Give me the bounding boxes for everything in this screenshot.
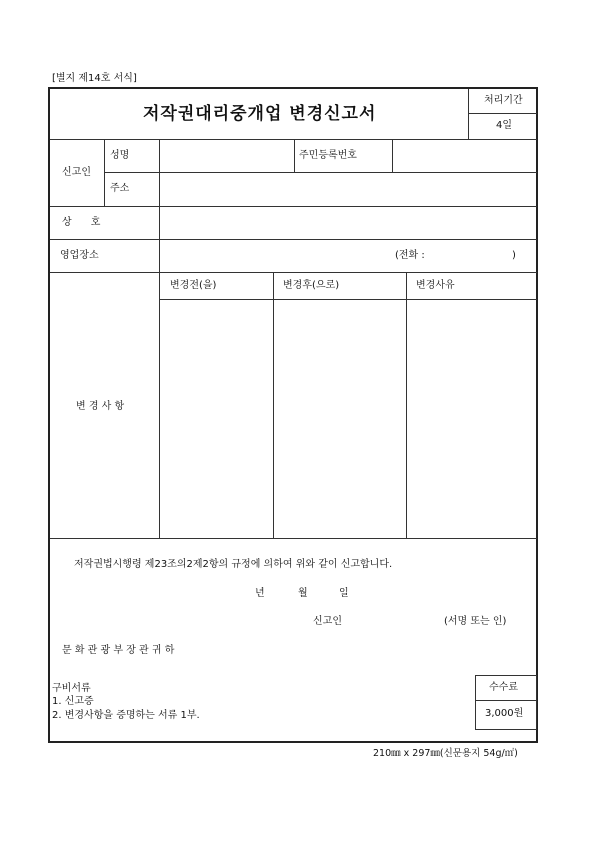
divider [273, 273, 274, 539]
rrn-field[interactable] [394, 142, 535, 170]
trade-name-field[interactable] [161, 209, 535, 237]
form-label: [별지 제14호 서식] [52, 73, 137, 84]
date-day-label: 일 [339, 588, 349, 599]
divider [104, 172, 537, 173]
phone-label: (전화 : [395, 250, 425, 261]
divider [50, 272, 537, 273]
paper-spec: 210㎜ x 297㎜(신문용지 54g/㎡) [373, 748, 518, 759]
divider [475, 700, 537, 701]
divider [406, 273, 407, 539]
divider [50, 206, 537, 207]
phone-field[interactable] [432, 242, 510, 270]
divider [104, 140, 105, 207]
applicant-label: 신고인 [62, 167, 91, 178]
address-label: 주소 [110, 183, 130, 194]
after-field[interactable] [275, 301, 405, 537]
divider [468, 89, 469, 140]
changes-label: 변 경 사 항 [76, 401, 125, 412]
rrn-label: 주민등록번호 [299, 150, 357, 161]
divider [50, 538, 537, 539]
declaration-text: 저작권법시행령 제23조의2제2항의 규정에 의하여 위와 같이 신고합니다. [74, 559, 393, 570]
column-reason: 변경사유 [416, 280, 455, 291]
before-field[interactable] [161, 301, 272, 537]
date-month-label: 월 [298, 588, 308, 599]
divider [468, 113, 537, 114]
signer-label: 신고인 [313, 616, 342, 627]
divider [392, 140, 393, 173]
fee-value: 3,000원 [485, 708, 524, 719]
address-field[interactable] [161, 175, 535, 204]
name-label: 성명 [110, 150, 130, 161]
column-after: 변경후(으로) [283, 280, 340, 291]
business-place-field[interactable] [161, 242, 391, 270]
processing-period-value: 4일 [496, 120, 513, 131]
trade-name-label: 상 호 [62, 217, 101, 228]
processing-period-label: 처리기간 [484, 95, 523, 106]
date-year-label: 년 [255, 588, 265, 599]
fee-label: 수수료 [489, 682, 518, 693]
phone-close: ) [512, 250, 516, 261]
name-field[interactable] [161, 142, 292, 170]
divider [159, 140, 160, 539]
document-item: 2. 변경사항을 증명하는 서류 1부. [52, 710, 200, 721]
divider [159, 299, 537, 300]
documents-heading: 구비서류 [52, 683, 91, 694]
reason-field[interactable] [408, 301, 536, 537]
business-place-label: 영업장소 [60, 250, 99, 261]
divider [50, 239, 537, 240]
divider [294, 140, 295, 173]
column-before: 변경전(을) [170, 280, 217, 291]
form-title: 저작권대리중개업 변경신고서 [143, 104, 377, 124]
document-item: 1. 신고증 [52, 696, 94, 707]
sign-note: (서명 또는 인) [444, 616, 507, 627]
recipient: 문 화 관 광 부 장 관 귀 하 [62, 645, 175, 656]
